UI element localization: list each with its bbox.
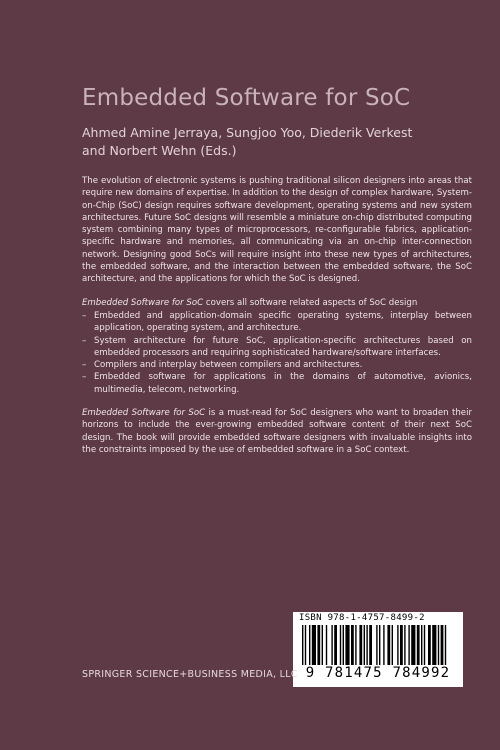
barcode-bar <box>432 625 436 665</box>
barcode-bar <box>322 625 323 665</box>
dash-bullet-icon: – <box>82 360 87 371</box>
list-item: – Compilers and interplay between compilers and architectures. <box>82 360 363 371</box>
dash-bullet-icon: – <box>82 335 87 346</box>
barcode-bar <box>302 625 303 665</box>
barcode-bar <box>438 625 439 665</box>
barcode-bars-icon <box>302 625 454 665</box>
list-item: – Embedded software for applications in the domains of automotive, avionics, multimedia, telecom, networking. <box>82 372 472 395</box>
barcode-bar <box>441 625 444 665</box>
barcode-bar <box>309 625 310 665</box>
dash-bullet-icon: – <box>82 372 87 383</box>
isbn-barcode <box>293 612 463 687</box>
blurb <box>82 175 472 456</box>
barcode-bar <box>355 625 356 665</box>
barcode-bar <box>326 625 327 665</box>
coverage-list <box>82 310 472 396</box>
barcode-bar <box>428 625 431 665</box>
book-title: Embedded Software for SoC <box>82 85 411 111</box>
barcode-bar <box>343 625 344 665</box>
barcode-bar <box>376 625 377 665</box>
barcode-bar <box>369 625 372 665</box>
authors-line-2: and Norbert Wehn (Eds.) <box>82 143 237 158</box>
barcode-bar <box>317 625 320 665</box>
barcode-bar <box>331 625 332 665</box>
barcode-bar <box>359 625 362 665</box>
dash-bullet-icon: – <box>82 310 87 321</box>
list-item: – System architecture for future SoC, application-specific architectures based on embedded processors and requiring sophisticated hardware/software interfaces. <box>82 335 472 358</box>
isbn-text: ISBN 978-1-4757-8499-2 <box>299 613 425 623</box>
barcode-bar <box>421 625 422 665</box>
barcode-bar <box>351 625 354 665</box>
coverage-paragraph <box>82 297 472 309</box>
barcode-bar <box>305 625 306 665</box>
barcode-bar <box>334 625 337 665</box>
publisher-name: SPRINGER SCIENCE+BUSINESS MEDIA, LLC <box>82 669 298 680</box>
ean-digits: 9 781475 784992 <box>305 665 451 681</box>
barcode-bar <box>345 625 349 665</box>
barcode-bar <box>392 625 393 665</box>
barcode-bar <box>400 625 403 665</box>
list-item: – Embedded and application-domain specific operating systems, interplay between application, operating system, and architecture. <box>82 310 472 334</box>
barcode-bar <box>340 625 341 665</box>
closing-text: is a must-read for SoC designers who want to broaden their horizons to include the ever-growing embedded software content of their next SoC design. The book will provide embedded software designers with invaluable insights into the constraints imposed by the use of embedded software in a SoC context. <box>82 408 472 455</box>
coverage-lead-title: Embedded Software for SoC <box>82 297 204 308</box>
barcode-bar <box>404 625 405 665</box>
coverage-lead-text: covers all software related aspects of SoC design <box>203 297 418 308</box>
closing-paragraph <box>82 407 472 456</box>
barcode-bar <box>411 625 415 665</box>
barcode-bar <box>364 625 365 665</box>
intro-paragraph: The evolution of electronic systems is pushing traditional silicon designers into areas that require new domains of expertise. In addition to the design of complex hardware, System-on-Chip (SoC) design requires software development, operating systems and new system architectures. Future SoC designs will resemble a miniature on-chip distributed computing system combining many types of microprocessors, re-configurable fabrics, application-specific hardware and memories, all communicating via an on-chip inter-connection network. Designing good SoCs will require insight into these new types of architectures, the embedded software, and the interaction between the embedded software, the SoC architecture, and the applications for which the SoC is designed. <box>82 176 472 285</box>
barcode-bar <box>379 625 380 665</box>
closing-lead-title: Embedded Software for SoC <box>82 408 206 419</box>
authors-line-1: Ahmed Amine Jerraya, Sungjoo Yoo, Diederik Verkest <box>82 125 413 140</box>
barcode-bar <box>387 625 390 665</box>
barcode-bar <box>417 625 420 665</box>
barcode-bar <box>408 625 409 665</box>
barcode-bar <box>397 625 398 665</box>
barcode-bar <box>445 625 446 665</box>
barcode-bar <box>383 625 384 665</box>
barcode-bar <box>312 625 316 665</box>
barcode-bar <box>366 625 367 665</box>
barcode-bar <box>424 625 425 665</box>
authors <box>82 124 482 160</box>
